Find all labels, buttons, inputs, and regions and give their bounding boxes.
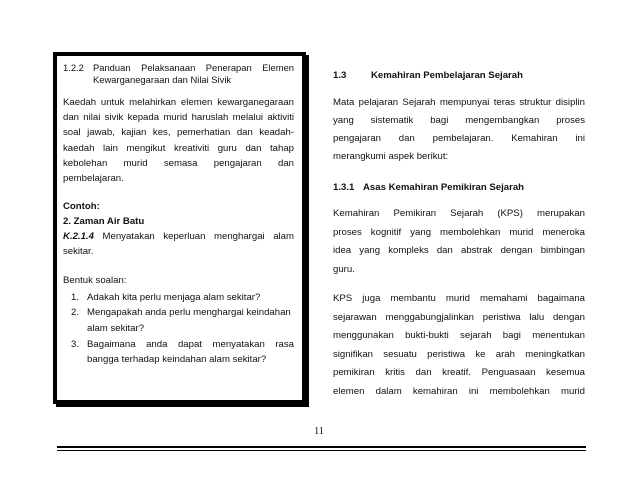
question-label: Bentuk soalan:: [63, 275, 127, 287]
kps-paragraph: [333, 205, 585, 279]
method-paragraph: [63, 95, 294, 186]
paragraph-line: menggunakan bukti-bukti sejarah bagi menentukan: [333, 330, 585, 342]
kps-paragraph-2: [333, 290, 585, 402]
paragraph-line: Kaedah untuk melahirkan elemen kewarganegaraan: [63, 97, 294, 108]
standard-code: K.2.1.4: [63, 231, 94, 243]
question-list: [71, 290, 294, 368]
standard-line: [63, 229, 294, 244]
example-label: Contoh:: [63, 201, 100, 213]
paragraph-line: elemen dalam kemahiran ini membolehkan murid: [333, 385, 585, 397]
subsection-number: 1.2.2: [63, 62, 84, 73]
section-title: Kemahiran Pembelajaran Sejarah: [371, 70, 523, 81]
subsection-title-line2: Kewarganegaraan dan Nilai Sivik: [93, 74, 232, 85]
paragraph-line: pengajaran dan pembelajaran. Kemahiran ini: [333, 133, 585, 144]
subsection-title: Asas Kemahiran Pemikiran Sejarah: [363, 182, 525, 193]
page-number: 11: [313, 426, 325, 437]
question-block: [63, 273, 294, 368]
paragraph-line: pemikiran kritis dan kreatif. Penguasaan kesemua: [333, 367, 585, 379]
section-number: 1.3: [333, 70, 347, 81]
standard-line2: sekitar.: [63, 246, 94, 258]
paragraph-line: sejarawan menggabungjalinkan peristiwa lalu dengan: [333, 311, 585, 323]
question-item: 3. Bagaimana anda dapat menyatakan rasa bangga terhadap keindahan alam sekitar?: [71, 338, 294, 366]
footer-rule-thick: [57, 446, 586, 448]
paragraph-line: dan nilai sivik kepada murid haruslah melalui aktiviti: [63, 112, 294, 124]
paragraph-line: kaedah lain mengikut kreativiti guru dan tahap: [63, 142, 294, 154]
subsection-title-line1: Panduan Pelaksanaan Penerapan Elemen: [93, 62, 294, 73]
subsection-heading-1-3-1: [333, 179, 585, 197]
intro-paragraph: [333, 94, 585, 166]
paragraph-line: soal jawab, kajian kes, pemerhatian dan keadah-: [63, 127, 294, 139]
guidance-box-content: [63, 62, 294, 368]
paragraph-line: kebolehan murid semasa pengajaran dan: [63, 157, 294, 169]
paragraph-line: Kemahiran Pemikiran Sejarah (KPS) merupakan: [333, 208, 585, 219]
subsection-number: 1.3.1: [333, 182, 355, 193]
example-title: 2. Zaman Air Batu: [63, 216, 145, 228]
paragraph-line: signifikan sesuatu peristiwa ke arah meningkatkan: [333, 348, 585, 360]
question-item: 2. Mengapakah anda perlu menghargai keindahan alam sekitar?: [71, 307, 291, 334]
paragraph-line: merangkumi aspek berikut:: [333, 151, 449, 162]
paragraph-line: guru.: [333, 263, 355, 275]
paragraph-line: Mata pelajaran Sejarah mempunyai teras struktur disiplin: [333, 97, 585, 108]
standard-text: Menyatakan keperluan menghargai alam: [102, 231, 295, 243]
paragraph-line: yang sistematik bagi mengembangkan proses: [333, 115, 585, 126]
section-heading: [333, 67, 585, 85]
guidance-box: [53, 52, 306, 404]
paragraph-line: pembelajaran.: [63, 173, 124, 185]
paragraph-line: proses kognitif yang membolehkan murid meneroka: [333, 226, 585, 238]
footer-rule-thin: [57, 450, 586, 451]
paragraph-line: KPS juga membantu murid memahami bagaimana: [333, 293, 585, 304]
question-item: 1. Adakah kita perlu menjaga alam sekitar?: [71, 291, 261, 303]
paragraph-line: idea yang kompleks dan abstrak dengan bimbingan: [333, 245, 585, 256]
subsection-heading: [63, 62, 294, 86]
